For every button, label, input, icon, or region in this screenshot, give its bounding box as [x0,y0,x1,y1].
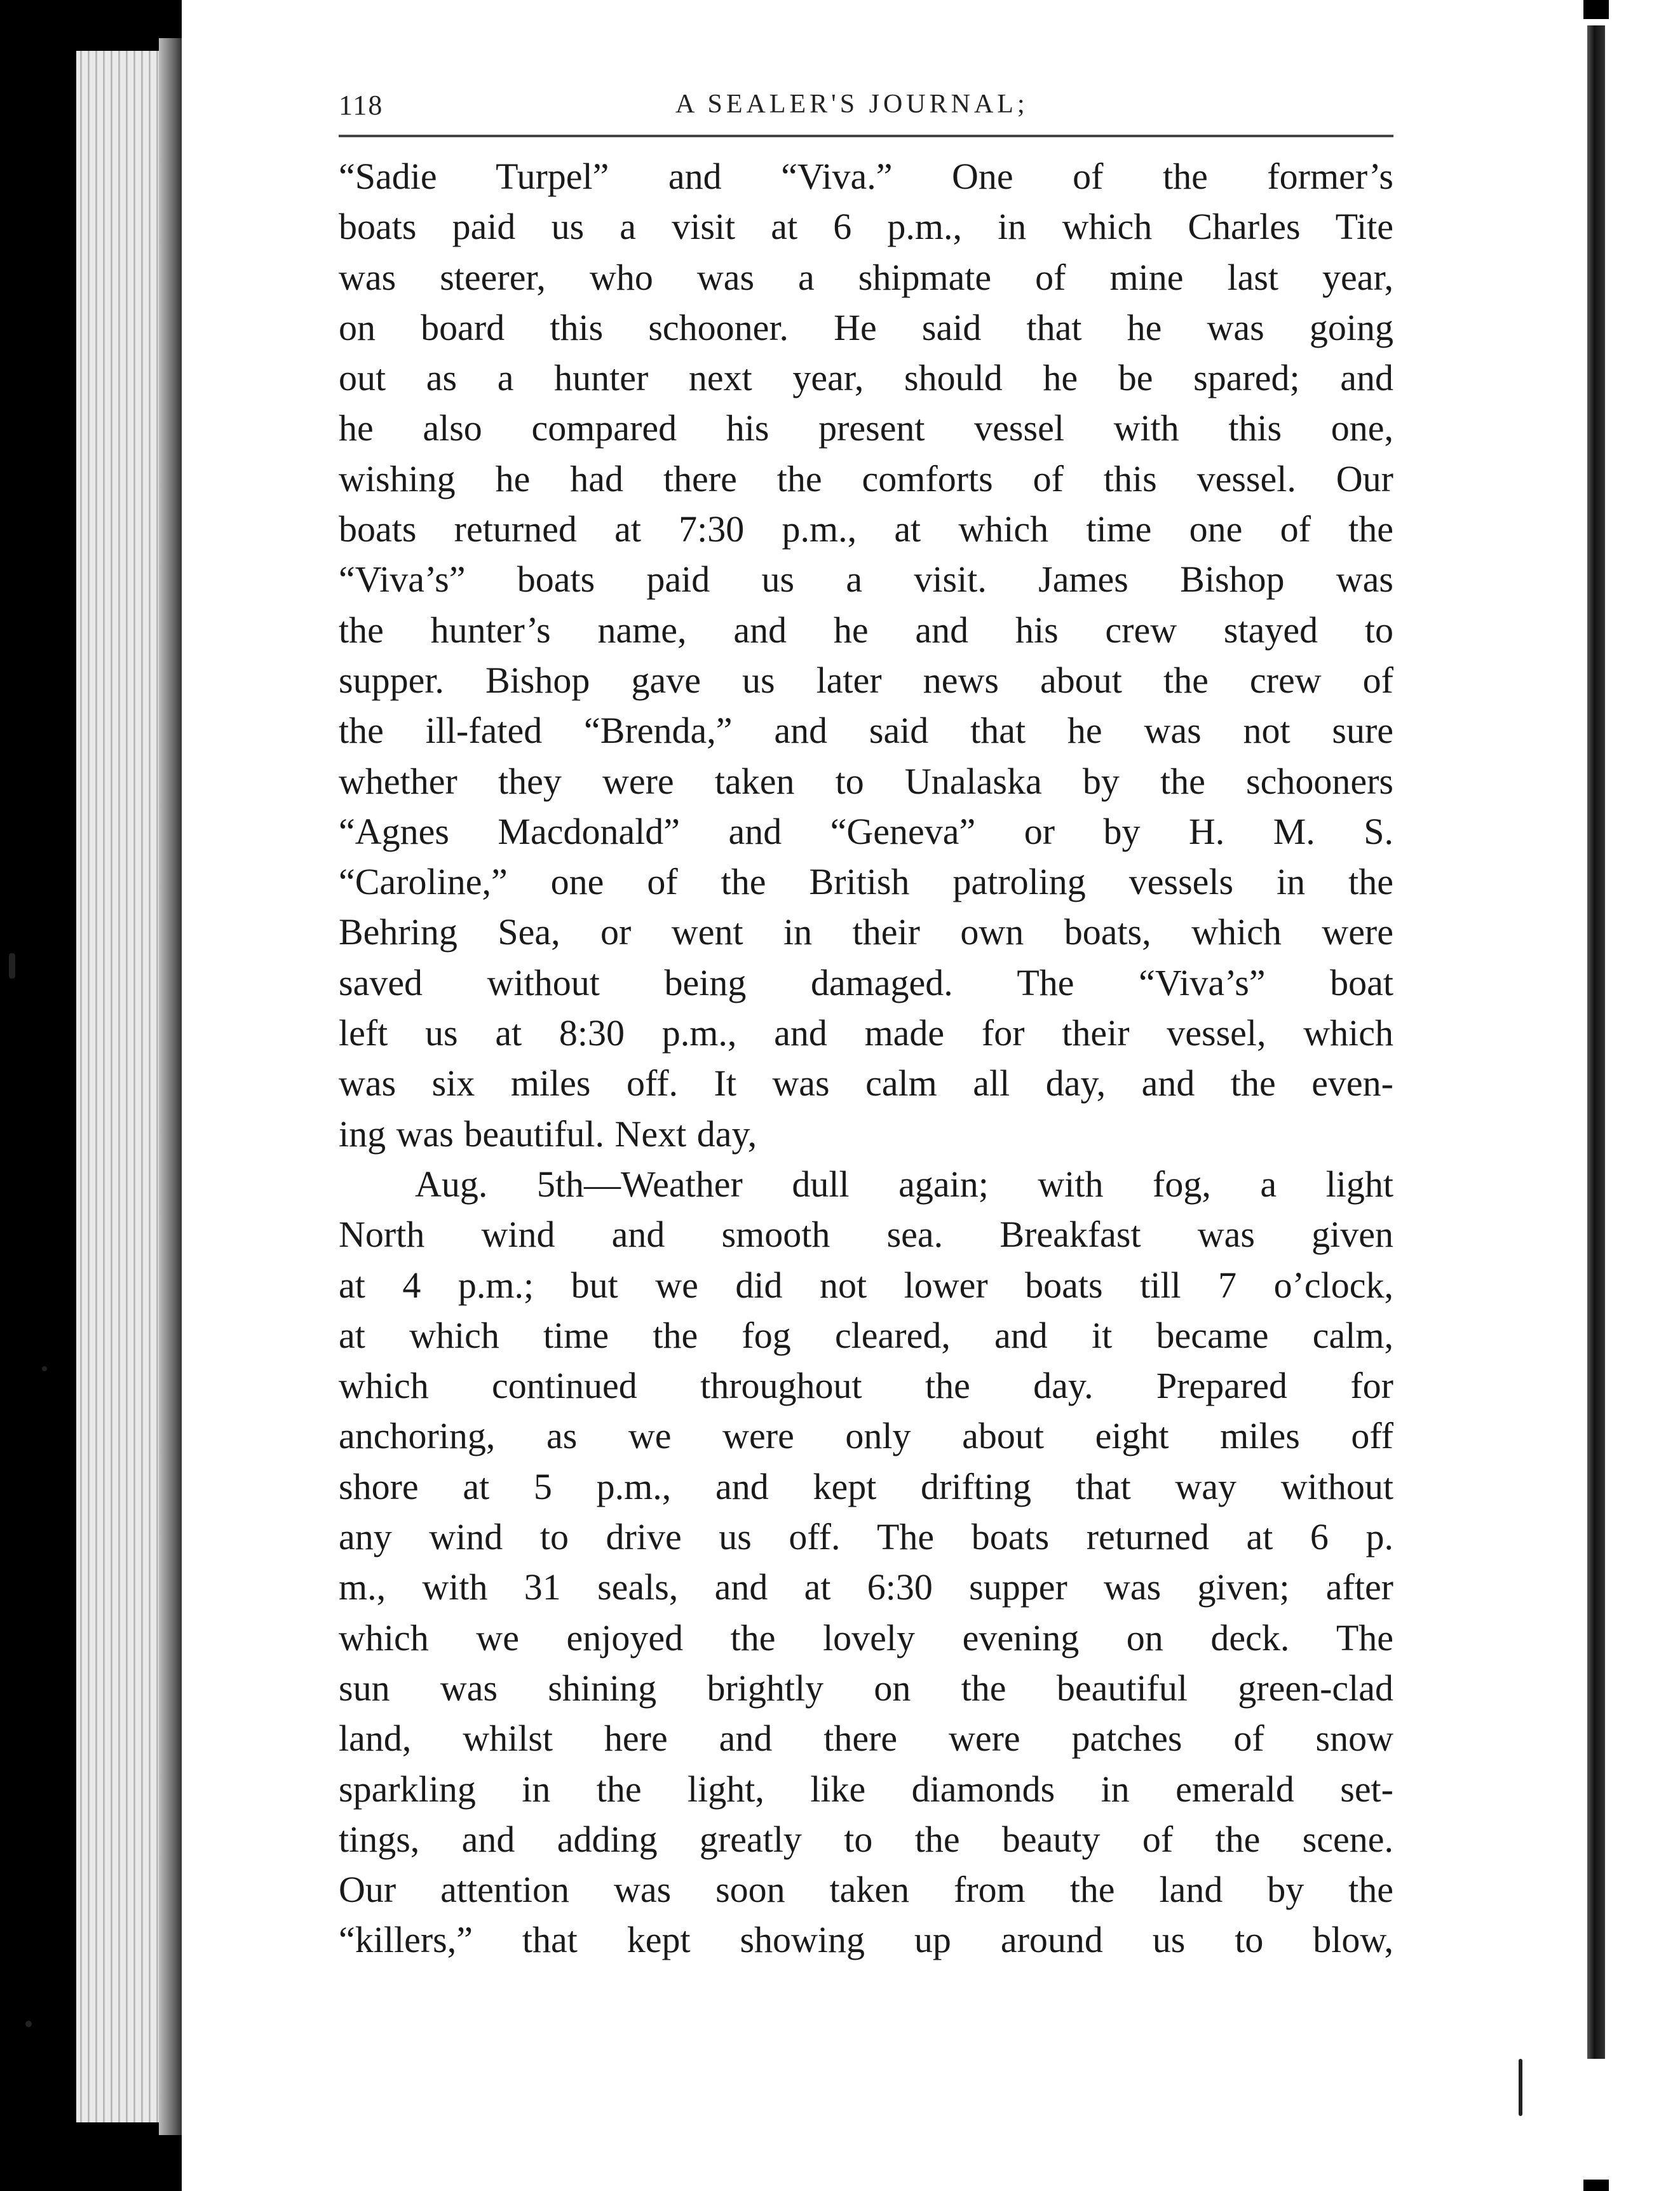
text-line: was steerer, who was a shipmate of mine last year, [339,256,1393,298]
page-header [339,80,1393,131]
text-line: Aug. 5th—Weather dull again; with fog, a light [415,1163,1393,1205]
text-line: sparkling in the light, like diamonds in emerald set- [339,1768,1393,1810]
text-line: out as a hunter next year, should he be spared; and [339,357,1393,399]
text-line: wishing he had there the comforts of this vessel. Our [339,458,1393,499]
text-line: whether they were taken to Unalaska by the schooners [339,760,1393,802]
text-line: Behring Sea, or went in their own boats, which were [339,911,1393,953]
text-line: North wind and smooth sea. Breakfast was given [339,1214,1393,1256]
scan-speck [25,2021,32,2027]
text-line: “Viva’s” boats paid us a visit. James Bishop was [339,559,1393,600]
text-line: the ill-fated “Brenda,” and said that he was not sure [339,710,1393,752]
text-line: ing was beautiful. Next day, [339,1113,757,1155]
text-line: any wind to drive us off. The boats returned at 6 p. [339,1516,1393,1558]
text-line: land, whilst here and there were patches of snow [339,1718,1393,1760]
text-line: sun was shining brightly on the beautiful green-clad [339,1667,1393,1709]
text-line: the hunter’s name, and he and his crew stayed to [339,609,1393,651]
text-line: shore at 5 p.m., and kept drifting that way without [339,1465,1393,1507]
text-line: he also compared his present vessel with this one, [339,407,1393,449]
binding-shadow [1587,25,1605,2059]
text-line: “Agnes Macdonald” and “Geneva” or by H. M. S. [339,810,1393,852]
text-line: Our attention was soon taken from the land by the [339,1869,1393,1911]
scan-speck [1519,2059,1522,2116]
text-line: “Sadie Turpel” and “Viva.” One of the former’s [339,156,1393,197]
text-line: saved without being damaged. The “Viva’s” boat [339,961,1393,1003]
text-line: which continued throughout the day. Prepared for [339,1365,1393,1407]
text-line: left us at 8:30 p.m., and made for their vessel, which [339,1012,1393,1054]
text-line: on board this schooner. He said that he was going [339,306,1393,348]
text-line: “Caroline,” one of the British patroling vessels in the [339,861,1393,903]
text-line: at 4 p.m.; but we did not lower boats till 7 o’clock, [339,1264,1393,1306]
scan-speck [9,953,15,979]
text-line: at which time the fog cleared, and it became calm, [339,1314,1393,1356]
text-line: “killers,” that kept showing up around us to blow, [339,1919,1393,1961]
text-line: boats returned at 7:30 p.m., at which time one of the [339,508,1393,550]
facing-page-margin [1609,0,1680,2191]
text-line: which we enjoyed the lovely evening on deck. The [339,1617,1393,1659]
scan-speck [42,1366,47,1371]
text-line: m., with 31 seals, and at 6:30 supper was given; after [339,1566,1393,1608]
text-line: tings, and adding greatly to the beauty of the scene. [339,1818,1393,1860]
page-number: 118 [339,90,384,121]
text-line: supper. Bishop gave us later news about the crew of [339,659,1393,701]
page-edge-shadow [159,38,184,2135]
body-text [339,151,1393,1965]
text-line: boats paid us a visit at 6 p.m., in which Charles Tite [339,206,1393,248]
text-line: anchoring, as we were only about eight miles off [339,1415,1393,1457]
header-rule [339,135,1393,137]
running-head: A SEALER'S JOURNAL; [675,90,1029,119]
text-line: was six miles off. It was calm all day, and the even- [339,1062,1393,1104]
